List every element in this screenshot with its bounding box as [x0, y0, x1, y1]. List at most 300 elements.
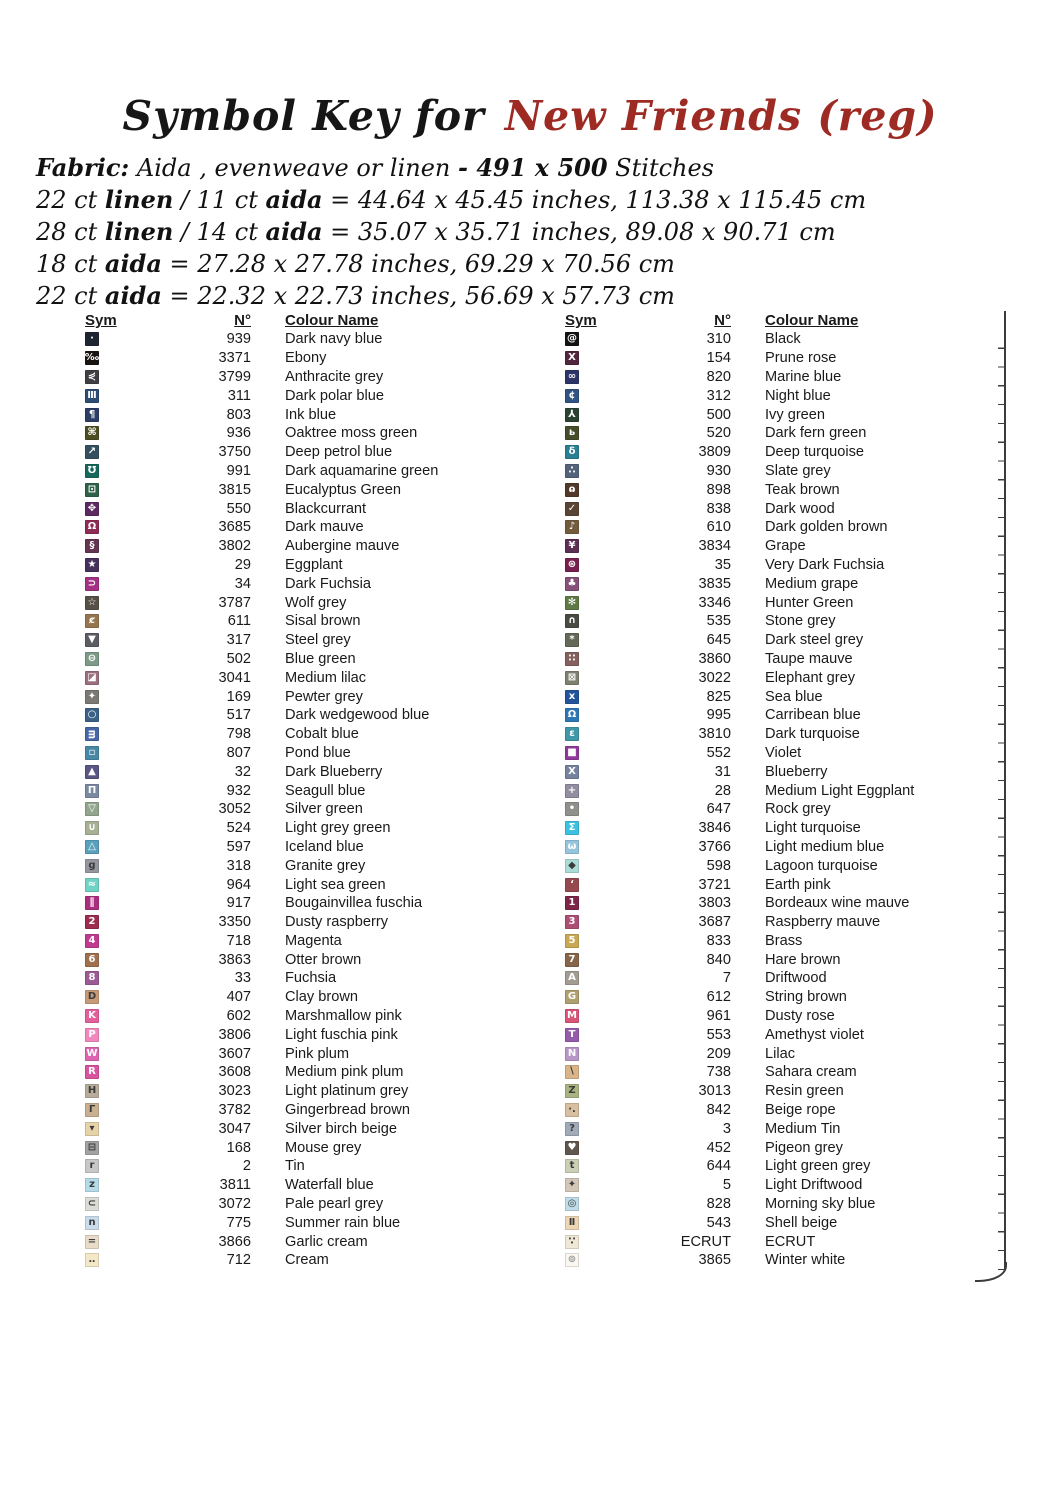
- symbol-swatch: [85, 426, 99, 440]
- colour-name: Pewter grey: [285, 688, 363, 705]
- key-row: [85, 706, 545, 725]
- colour-name: Hunter Green: [765, 594, 854, 611]
- key-row: [85, 574, 545, 593]
- symbol-swatch: [565, 351, 579, 365]
- key-row: [85, 875, 545, 894]
- thread-number: 3687: [698, 914, 731, 931]
- key-row: [85, 819, 545, 838]
- thread-number: 3846: [698, 820, 731, 837]
- colour-name: Medium pink plum: [285, 1064, 404, 1081]
- fabric-text-bold: aida: [104, 249, 162, 278]
- colour-name: Dark steel grey: [765, 632, 864, 649]
- symbol-swatch: [565, 1216, 579, 1230]
- stitch-symbol-icon: =: [87, 1235, 97, 1247]
- stitch-symbol-icon: W: [86, 1047, 98, 1059]
- stitch-symbol-icon: P: [88, 1028, 96, 1040]
- thread-number: 169: [226, 688, 251, 705]
- symbol-swatch: [565, 408, 579, 422]
- symbol-swatch: [565, 896, 579, 910]
- fabric-line: [36, 152, 1036, 184]
- key-row: [85, 781, 545, 800]
- symbol-swatch: [85, 520, 99, 534]
- thread-number: 964: [226, 876, 251, 893]
- thread-number: 932: [226, 782, 251, 799]
- thread-number: 828: [706, 1196, 731, 1213]
- symbol-swatch: [565, 840, 579, 854]
- symbol-swatch: [565, 990, 579, 1004]
- key-row: [565, 499, 1025, 518]
- colour-name: Blue green: [285, 650, 356, 667]
- key-row: [565, 405, 1025, 424]
- stitch-symbol-icon: •: [568, 803, 576, 815]
- header-number: N°: [714, 312, 731, 329]
- stitch-symbol-icon: X: [568, 765, 576, 777]
- colour-name: Light medium blue: [765, 838, 885, 855]
- symbol-swatch: [85, 1028, 99, 1042]
- colour-name: Beige rope: [765, 1102, 836, 1119]
- stitch-symbol-icon: ∵: [568, 1235, 576, 1247]
- colour-name: Cobalt blue: [285, 726, 359, 743]
- thread-number: 520: [706, 425, 731, 442]
- symbol-swatch: [85, 633, 99, 647]
- header-number: N°: [234, 312, 251, 329]
- key-row: [565, 1195, 1025, 1214]
- stitch-symbol-icon: Γ: [88, 1104, 96, 1116]
- symbol-swatch: [85, 445, 99, 459]
- fabric-text-bold: linen: [104, 217, 174, 246]
- thread-number: 502: [226, 650, 251, 667]
- thread-number: 209: [706, 1045, 731, 1062]
- fabric-text: = 44.64 x 45.45 inches, 113.38 x 115.45 cm: [322, 186, 867, 214]
- colour-name: Medium lilac: [285, 669, 367, 686]
- key-row: [565, 349, 1025, 368]
- stitch-symbol-icon: ▫: [88, 746, 96, 758]
- colour-name: Pigeon grey: [765, 1139, 843, 1156]
- thread-number: 3041: [218, 669, 251, 686]
- key-row: [85, 668, 545, 687]
- thread-number: 3607: [218, 1045, 251, 1062]
- colour-name: Mouse grey: [285, 1139, 362, 1156]
- colour-name: Light green grey: [765, 1158, 871, 1175]
- header-sym: Sym: [565, 312, 597, 329]
- symbol-swatch: [85, 915, 99, 929]
- symbol-swatch: [565, 1009, 579, 1023]
- key-row: [565, 819, 1025, 838]
- key-row: [565, 612, 1025, 631]
- colour-name: Lagoon turquoise: [765, 857, 878, 874]
- colour-name: Steel grey: [285, 632, 351, 649]
- colour-name: Pond blue: [285, 744, 351, 761]
- colour-name: Dark navy blue: [285, 331, 383, 348]
- colour-name: Stone grey: [765, 613, 836, 630]
- fabric-line: [36, 280, 1036, 312]
- symbol-swatch: [85, 802, 99, 816]
- key-row: [565, 1138, 1025, 1157]
- stitch-symbol-icon: 8: [88, 972, 96, 984]
- key-row: [85, 744, 545, 763]
- symbol-swatch: [85, 690, 99, 704]
- stitch-symbol-icon: @: [567, 333, 577, 345]
- stitch-symbol-icon: 2: [88, 916, 96, 928]
- stitch-symbol-icon: ⌘: [87, 427, 97, 439]
- colour-name: Cream: [285, 1252, 329, 1269]
- stitch-symbol-icon: +: [567, 784, 577, 796]
- key-row: [565, 330, 1025, 349]
- header-sym: Sym: [85, 312, 117, 329]
- stitch-symbol-icon: ✦: [87, 690, 97, 702]
- stitch-symbol-icon: ▾: [89, 1122, 95, 1134]
- thread-number: 712: [226, 1252, 251, 1269]
- symbol-swatch: [565, 953, 579, 967]
- symbol-swatch: [85, 483, 99, 497]
- stitch-symbol-icon: T: [568, 1028, 576, 1040]
- fabric-text-bold: aida: [265, 185, 323, 214]
- colour-name: Tin: [285, 1158, 305, 1175]
- key-row: [85, 349, 545, 368]
- key-row: [85, 499, 545, 518]
- stitch-symbol-icon: ⅄: [568, 408, 576, 420]
- key-row: [565, 687, 1025, 706]
- thread-number: 3834: [698, 538, 731, 555]
- stitch-symbol-icon: ■: [567, 746, 577, 758]
- symbol-swatch: [85, 1197, 99, 1211]
- thread-number: 3013: [698, 1083, 731, 1100]
- key-row: [565, 518, 1025, 537]
- stitch-symbol-icon: ▲: [88, 765, 96, 777]
- thread-number: 820: [706, 368, 731, 385]
- symbol-swatch: [85, 859, 99, 873]
- symbol-swatch: [85, 821, 99, 835]
- stitch-symbol-icon: ‘: [570, 878, 574, 890]
- key-row: [85, 725, 545, 744]
- colour-name: Dark polar blue: [285, 387, 384, 404]
- thread-number: 718: [226, 932, 251, 949]
- fabric-text: Aida , evenweave or linen: [129, 154, 459, 182]
- thread-number: 611: [227, 613, 251, 630]
- stitch-symbol-icon: ȼ: [89, 615, 95, 627]
- symbol-swatch: [565, 1178, 579, 1192]
- colour-name: Dark golden brown: [765, 519, 888, 536]
- symbol-swatch: [565, 784, 579, 798]
- thread-number: 936: [226, 425, 251, 442]
- thread-number: 3: [722, 1120, 731, 1137]
- colour-name: Bordeaux wine mauve: [765, 895, 910, 912]
- thread-number: 610: [706, 519, 731, 536]
- symbol-swatch: [565, 483, 579, 497]
- key-row: [565, 574, 1025, 593]
- thread-number: 3811: [219, 1177, 251, 1194]
- symbol-swatch: [85, 1103, 99, 1117]
- colour-name: Sahara cream: [765, 1064, 857, 1081]
- symbol-swatch: [85, 671, 99, 685]
- colour-name: Eggplant: [285, 556, 343, 573]
- thread-number: 803: [226, 406, 251, 423]
- key-column-left: [85, 311, 545, 1270]
- stitch-symbol-icon: z: [89, 1179, 95, 1191]
- key-row: [85, 612, 545, 631]
- stitch-symbol-icon: ?: [569, 1122, 575, 1134]
- thread-number: 930: [706, 462, 731, 479]
- fabric-text: 28 ct: [36, 218, 105, 246]
- symbol-swatch: [565, 821, 579, 835]
- thread-number: 317: [226, 632, 251, 649]
- stitch-symbol-icon: t: [569, 1160, 575, 1172]
- thread-number: 3766: [698, 838, 731, 855]
- colour-name: Ink blue: [285, 406, 337, 423]
- header-colour-name: Colour Name: [285, 312, 379, 329]
- fabric-text: 22 ct: [36, 186, 105, 214]
- stitch-symbol-icon: ∴: [568, 464, 576, 476]
- symbol-swatch: [565, 1122, 579, 1136]
- symbol-swatch: [85, 577, 99, 591]
- thread-number: 7: [722, 970, 731, 987]
- key-row: [85, 386, 545, 405]
- stitch-symbol-icon: 6: [88, 953, 96, 965]
- symbol-swatch: [85, 1178, 99, 1192]
- colour-name: Ebony: [285, 350, 327, 367]
- colour-name: Eucalyptus Green: [285, 481, 402, 498]
- colour-name: Anthracite grey: [285, 368, 384, 385]
- key-row: [565, 480, 1025, 499]
- fabric-text-bold: aida: [104, 281, 162, 310]
- key-row: [85, 330, 545, 349]
- colour-name: Shell beige: [765, 1214, 838, 1231]
- key-row: [565, 556, 1025, 575]
- key-row: [565, 1063, 1025, 1082]
- fabric-text-bold: Fabric:: [36, 153, 130, 182]
- fabric-info: [36, 152, 1036, 312]
- thread-number: 154: [706, 350, 731, 367]
- thread-number: 3072: [218, 1196, 251, 1213]
- thread-number: 961: [706, 1008, 731, 1025]
- table-border-hook: [975, 1262, 1007, 1282]
- key-row: [85, 1213, 545, 1232]
- thread-number: 2: [242, 1158, 251, 1175]
- stitch-symbol-icon: △: [88, 840, 96, 852]
- key-row: [565, 1176, 1025, 1195]
- symbol-swatch: [565, 577, 579, 591]
- key-row: [85, 1119, 545, 1138]
- thread-number: 3815: [218, 481, 251, 498]
- stitch-symbol-icon: ∩: [567, 615, 577, 627]
- stitch-symbol-icon: Σ: [568, 822, 576, 834]
- colour-name: Ivy green: [765, 406, 826, 423]
- thread-number: 312: [706, 387, 731, 404]
- thread-number: 550: [226, 500, 251, 517]
- thread-number: 917: [226, 895, 251, 912]
- key-row: [565, 1044, 1025, 1063]
- key-row: [565, 1251, 1025, 1270]
- symbol-swatch: [565, 1103, 579, 1117]
- colour-name: Dark turquoise: [765, 726, 860, 743]
- stitch-symbol-icon: ♥: [567, 1141, 577, 1153]
- key-row: [565, 856, 1025, 875]
- symbol-swatch: [85, 539, 99, 553]
- key-row: [85, 1025, 545, 1044]
- key-row: [85, 913, 545, 932]
- stitch-symbol-icon: 4: [88, 934, 96, 946]
- thread-number: 647: [706, 801, 731, 818]
- thread-number: ECRUT: [680, 1233, 731, 1250]
- thread-number: 3860: [698, 650, 731, 667]
- colour-name: Dark fern green: [765, 425, 867, 442]
- thread-number: 500: [706, 406, 731, 423]
- colour-name: Marshmallow pink: [285, 1008, 402, 1025]
- key-column-right: [565, 311, 1025, 1270]
- thread-number: 939: [226, 331, 251, 348]
- key-row: [85, 1195, 545, 1214]
- symbol-swatch: [565, 971, 579, 985]
- stitch-symbol-icon: ☆: [87, 596, 97, 608]
- stitch-symbol-icon: K: [88, 1010, 96, 1022]
- symbol-swatch: [85, 1065, 99, 1079]
- stitch-symbol-icon: Ω: [87, 521, 97, 533]
- stitch-symbol-icon: ♪: [568, 521, 576, 533]
- key-row: [85, 1082, 545, 1101]
- key-row: [85, 1176, 545, 1195]
- symbol-swatch: [565, 859, 579, 873]
- colour-name: Marine blue: [765, 368, 842, 385]
- symbol-swatch: [85, 596, 99, 610]
- stitch-symbol-icon: ▼: [88, 634, 96, 646]
- stitch-symbol-icon: δ: [568, 446, 576, 458]
- symbol-swatch: [565, 614, 579, 628]
- key-row: [85, 593, 545, 612]
- colour-name: Light sea green: [285, 876, 386, 893]
- thread-number: 310: [706, 331, 731, 348]
- stitch-symbol-icon: Π: [87, 784, 97, 796]
- colour-name: Deep turquoise: [765, 444, 864, 461]
- symbol-swatch: [565, 1197, 579, 1211]
- colour-name: Garlic cream: [285, 1233, 368, 1250]
- colour-name: Medium grape: [765, 575, 859, 592]
- colour-name: Waterfall blue: [285, 1177, 374, 1194]
- colour-name: Hare brown: [765, 951, 841, 968]
- colour-name: Prune rose: [765, 350, 837, 367]
- key-row: [565, 913, 1025, 932]
- colour-name: Fuchsia: [285, 970, 337, 987]
- thread-number: 602: [226, 1008, 251, 1025]
- thread-number: 597: [226, 838, 251, 855]
- symbol-swatch: [85, 990, 99, 1004]
- fabric-text-bold: linen: [104, 185, 174, 214]
- thread-number: 775: [226, 1214, 251, 1231]
- stitch-symbol-icon: ᴟ: [88, 728, 96, 740]
- key-row: [565, 932, 1025, 951]
- key-row: [565, 1082, 1025, 1101]
- symbol-swatch: [85, 389, 99, 403]
- stitch-symbol-icon: ≈: [87, 878, 97, 890]
- title-pattern-name: New Friends (reg): [504, 92, 938, 140]
- stitch-symbol-icon: R: [88, 1066, 96, 1078]
- key-row: [565, 424, 1025, 443]
- fabric-text: / 11 ct: [173, 186, 266, 214]
- symbol-swatch: [85, 971, 99, 985]
- table-row-ticks: [998, 330, 1004, 1271]
- stitch-symbol-icon: ь: [568, 427, 576, 439]
- thread-number: 3799: [218, 368, 251, 385]
- thread-number: 34: [234, 575, 251, 592]
- stitch-symbol-icon: ↗: [87, 446, 97, 458]
- symbol-swatch: [565, 596, 579, 610]
- key-row: [85, 537, 545, 556]
- stitch-symbol-icon: *: [569, 634, 575, 646]
- thread-number: 807: [226, 744, 251, 761]
- title-prefix: Symbol Key for: [122, 92, 485, 140]
- key-row: [565, 1025, 1025, 1044]
- colour-name: Resin green: [765, 1083, 844, 1100]
- thread-number: 3787: [218, 594, 251, 611]
- key-row: [565, 988, 1025, 1007]
- colour-name: Dark wedgewood blue: [285, 707, 430, 724]
- thread-number: 524: [226, 820, 251, 837]
- symbol-swatch: [565, 765, 579, 779]
- colour-name: Silver birch beige: [285, 1120, 397, 1137]
- key-row: [565, 593, 1025, 612]
- key-row: [565, 668, 1025, 687]
- symbol-swatch: [85, 727, 99, 741]
- stitch-symbol-icon: ·: [90, 333, 94, 345]
- symbol-swatch: [565, 539, 579, 553]
- symbol-swatch: [85, 614, 99, 628]
- thread-number: 5: [722, 1177, 731, 1194]
- stitch-symbol-icon: N: [567, 1047, 577, 1059]
- thread-number: 3835: [698, 575, 731, 592]
- symbol-swatch: [565, 1047, 579, 1061]
- thread-number: 825: [706, 688, 731, 705]
- colour-name: Light platinum grey: [285, 1083, 409, 1100]
- colour-name: Sea blue: [765, 688, 823, 705]
- colour-name: Dark Blueberry: [285, 763, 383, 780]
- stitch-symbol-icon: ∪: [87, 822, 97, 834]
- thread-number: 35: [714, 556, 731, 573]
- stitch-symbol-icon: ○: [87, 709, 97, 721]
- symbol-swatch: [85, 1216, 99, 1230]
- symbol-swatch: [565, 502, 579, 516]
- thread-number: 452: [706, 1139, 731, 1156]
- colour-name: Night blue: [765, 387, 831, 404]
- key-row: [85, 424, 545, 443]
- key-row: [85, 1138, 545, 1157]
- thread-number: 3052: [218, 801, 251, 818]
- thread-number: 33: [234, 970, 251, 987]
- thread-number: 3685: [218, 519, 251, 536]
- colour-name: Black: [765, 331, 801, 348]
- stitch-symbol-icon: 5: [568, 934, 576, 946]
- stitch-symbol-icon: ω: [567, 840, 577, 852]
- key-row: [565, 950, 1025, 969]
- stitch-symbol-icon: Ⅱ: [568, 1216, 576, 1228]
- colour-name: Deep petrol blue: [285, 444, 393, 461]
- fabric-text: Stitches: [607, 154, 714, 182]
- colour-name: Pale pearl grey: [285, 1196, 384, 1213]
- colour-name: Dark aquamarine green: [285, 462, 439, 479]
- thread-number: 535: [706, 613, 731, 630]
- thread-number: 3810: [698, 726, 731, 743]
- symbol-swatch: [85, 1141, 99, 1155]
- key-row: [565, 838, 1025, 857]
- symbol-swatch: [565, 652, 579, 666]
- key-row: [85, 894, 545, 913]
- stitch-symbol-icon: ⊟: [87, 1141, 97, 1153]
- key-row: [565, 368, 1025, 387]
- key-row: [565, 706, 1025, 725]
- key-row: [85, 443, 545, 462]
- fabric-text-bold: - 491 x 500: [458, 153, 608, 182]
- stitch-symbol-icon: x: [568, 690, 576, 702]
- symbol-swatch: [565, 558, 579, 572]
- symbol-swatch: [85, 1159, 99, 1173]
